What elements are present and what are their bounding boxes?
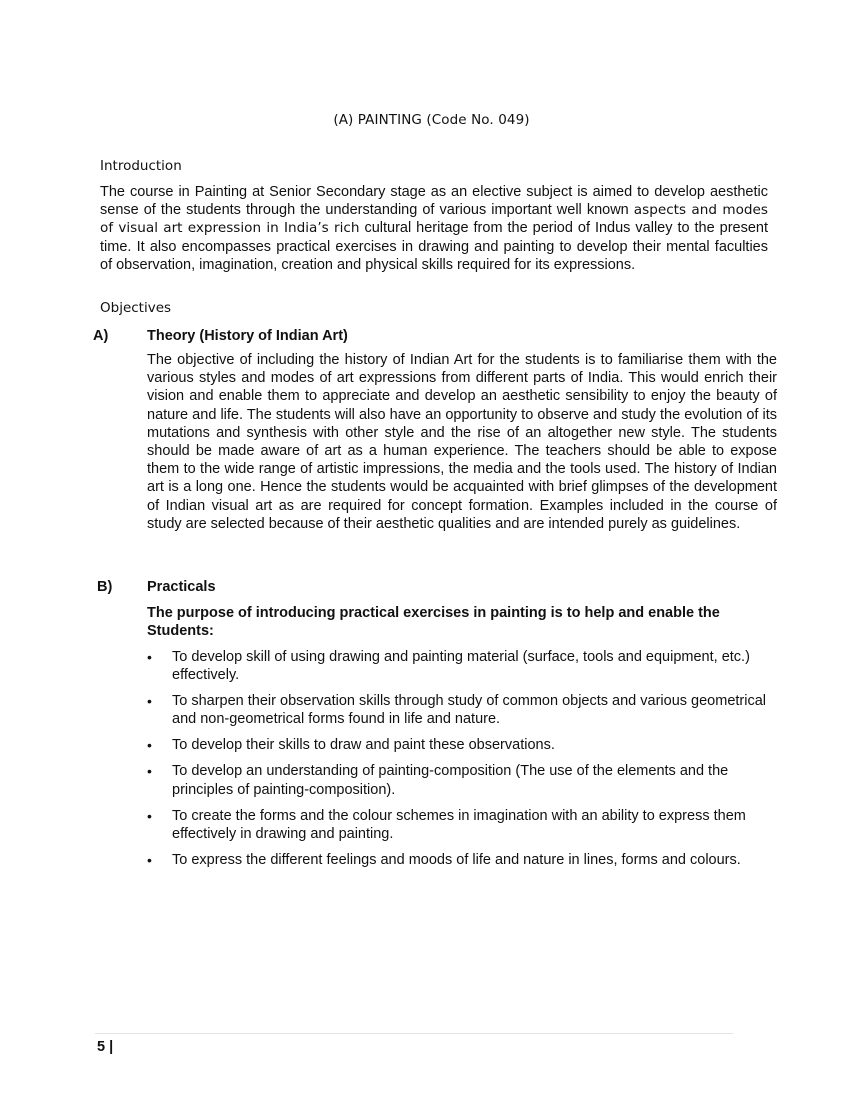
list-item xyxy=(147,807,777,843)
list-item xyxy=(147,692,777,728)
bullet-text: To develop an understanding of painting-composition (The use of the elements and the principles of painting-composition). xyxy=(172,763,729,798)
page-number: 5 | xyxy=(97,1039,114,1055)
practicals-section-marker: B) xyxy=(97,579,113,595)
list-item xyxy=(147,648,777,684)
footer-divider xyxy=(95,1033,733,1034)
bullet-icon: • xyxy=(147,763,152,780)
bullet-text: To sharpen their observation skills through study of common objects and various geometrical and non-geometrical forms found in life and nature. xyxy=(172,693,766,728)
bullet-text: To develop their skills to draw and paint these observations. xyxy=(172,737,555,754)
introduction-text-part3: cultural heritage from the period of Indus valley to the present time. It also encompasses practical exercises in drawing and painting to develop their mental faculties of observation, imagination, creation and physical skills required for its expressions. xyxy=(100,220,768,273)
list-item xyxy=(147,851,777,869)
bullet-icon: • xyxy=(147,693,152,710)
practicals-purpose-statement: The purpose of introducing practical exercises in painting is to help and enable the Students: xyxy=(147,605,720,640)
introduction-paragraph xyxy=(100,183,768,274)
page-title: (A) PAINTING (Code No. 049) xyxy=(333,112,530,128)
bullet-text: To develop skill of using drawing and painting material (surface, tools and equipment, etc.) effectively. xyxy=(172,649,750,684)
introduction-text-part1: The course in Painting at Senior Secondary stage as an elective subject is aimed to develop aesthetic sense of the students through the understanding of various important well known xyxy=(100,184,768,219)
practicals-section-title: Practicals xyxy=(147,579,216,595)
theory-section-marker: A) xyxy=(93,328,109,344)
list-item xyxy=(147,762,777,798)
bullet-text: To create the forms and the colour schemes in imagination with an ability to express them effectively in drawing and painting. xyxy=(172,807,746,842)
introduction-heading: Introduction xyxy=(100,158,182,174)
theory-paragraph: The objective of including the history of Indian Art for the students is to familiarise them with the various styles and modes of art expressions from different parts of India. This would enrich their vision and enable them to appreciate and develop an aesthetic sensibility to enjoy the beauty of nature and life. The students will also have an opportunity to observe and study the evolution of its mutations and synthesis with other style and the rise of an altogether new style. The students should be made aware of art as a human experience. The teachers should be able to expose them to the wide range of artistic impressions, the media and the tools used. The history of Indian art is a long one. Hence the students would be acquainted with brief glimpses of the development of Indian visual art as are required for concept formation. Examples included in the course of study are selected because of their aesthetic qualities and are intended purely as guidelines. xyxy=(147,352,777,532)
bullet-icon: • xyxy=(147,737,152,754)
bullet-text: To express the different feelings and moods of life and nature in lines, forms and colours. xyxy=(172,851,741,868)
bullet-icon: • xyxy=(147,851,152,868)
objectives-heading: Objectives xyxy=(100,300,172,316)
bullet-icon: • xyxy=(147,807,152,824)
bullet-icon: • xyxy=(147,649,152,665)
list-item xyxy=(147,736,777,754)
introduction-text-part2: aspects and modes of visual art expression in India’s rich xyxy=(100,202,768,237)
practicals-bullet-list xyxy=(147,648,777,877)
theory-section-title: Theory (History of Indian Art) xyxy=(147,328,348,344)
